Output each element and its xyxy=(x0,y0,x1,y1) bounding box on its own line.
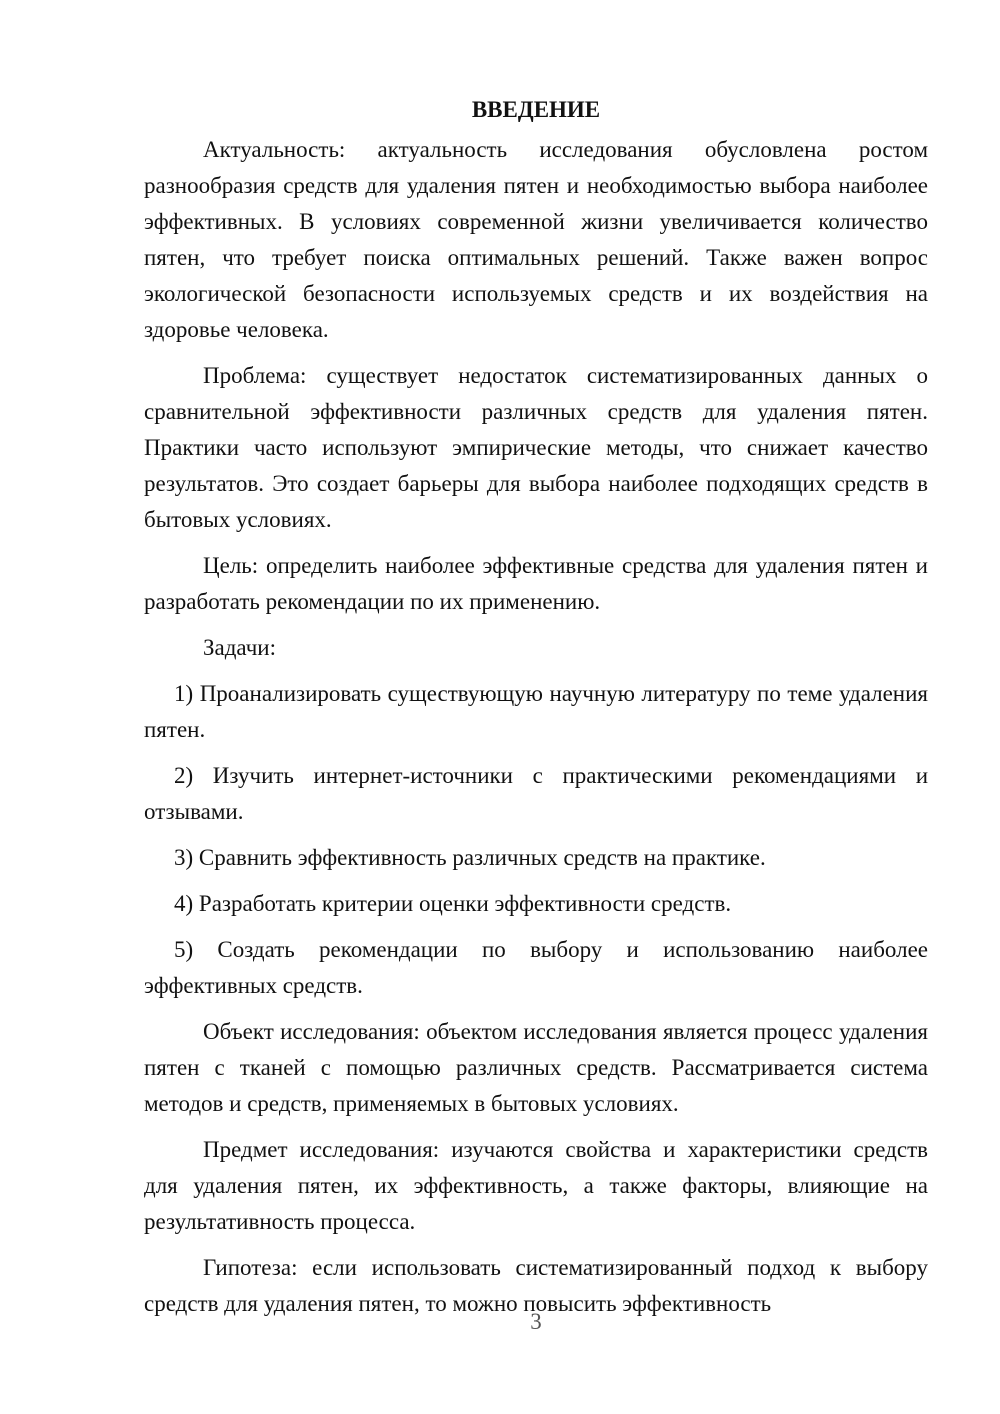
task-item-1: 1) Проанализировать существующую научную литературу по теме удаления пятен. xyxy=(144,681,928,742)
relevance-paragraph: Актуальность: актуальность исследования обусловлена ростом разнообразия средств для удаления пятен и необходимостью выбора наиболее эффективных. В условиях современной жизни увеличивается количество пятен, что требует поиска оптимальных решений. Также важен вопрос экологической безопасности используемых средств и их воздействия на здоровье человека. xyxy=(144,137,928,342)
task-item-4: 4) Разработать критерии оценки эффективности средств. xyxy=(174,891,732,916)
task-item-5: 5) Создать рекомендации по выбору и использованию наиболее эффективных средств. xyxy=(144,937,928,998)
task-item-3: 3) Сравнить эффективность различных средств на практике. xyxy=(174,845,766,870)
page-number: 3 xyxy=(530,1309,542,1334)
page-content xyxy=(144,92,928,1332)
problem-paragraph: Проблема: существует недостаток систематизированных данных о сравнительной эффективности различных средств для удаления пятен. Практики часто используют эмпирические методы, что снижает качество результатов. Это создает барьеры для выбора наиболее подходящих средств в бытовых условиях. xyxy=(144,363,928,532)
hypothesis-paragraph: Гипотеза: если использовать систематизированный подход к выбору средств для удаления пятен, то можно повысить эффективность xyxy=(144,1255,928,1316)
task-item-2: 2) Изучить интернет-источники с практическими рекомендациями и отзывами. xyxy=(144,763,928,824)
goal-paragraph: Цель: определить наиболее эффективные средства для удаления пятен и разработать рекомендации по их применению. xyxy=(144,553,928,614)
tasks-heading: Задачи: xyxy=(203,635,276,660)
object-paragraph: Объект исследования: объектом исследования является процесс удаления пятен с тканей с помощью различных средств. Рассматривается система методов и средств, применяемых в бытовых условиях. xyxy=(144,1019,928,1116)
section-title: ВВЕДЕНИЕ xyxy=(471,97,601,122)
subject-paragraph: Предмет исследования: изучаются свойства и характеристики средств для удаления пятен, их эффективность, а также факторы, влияющие на результативность процесса. xyxy=(144,1137,928,1234)
